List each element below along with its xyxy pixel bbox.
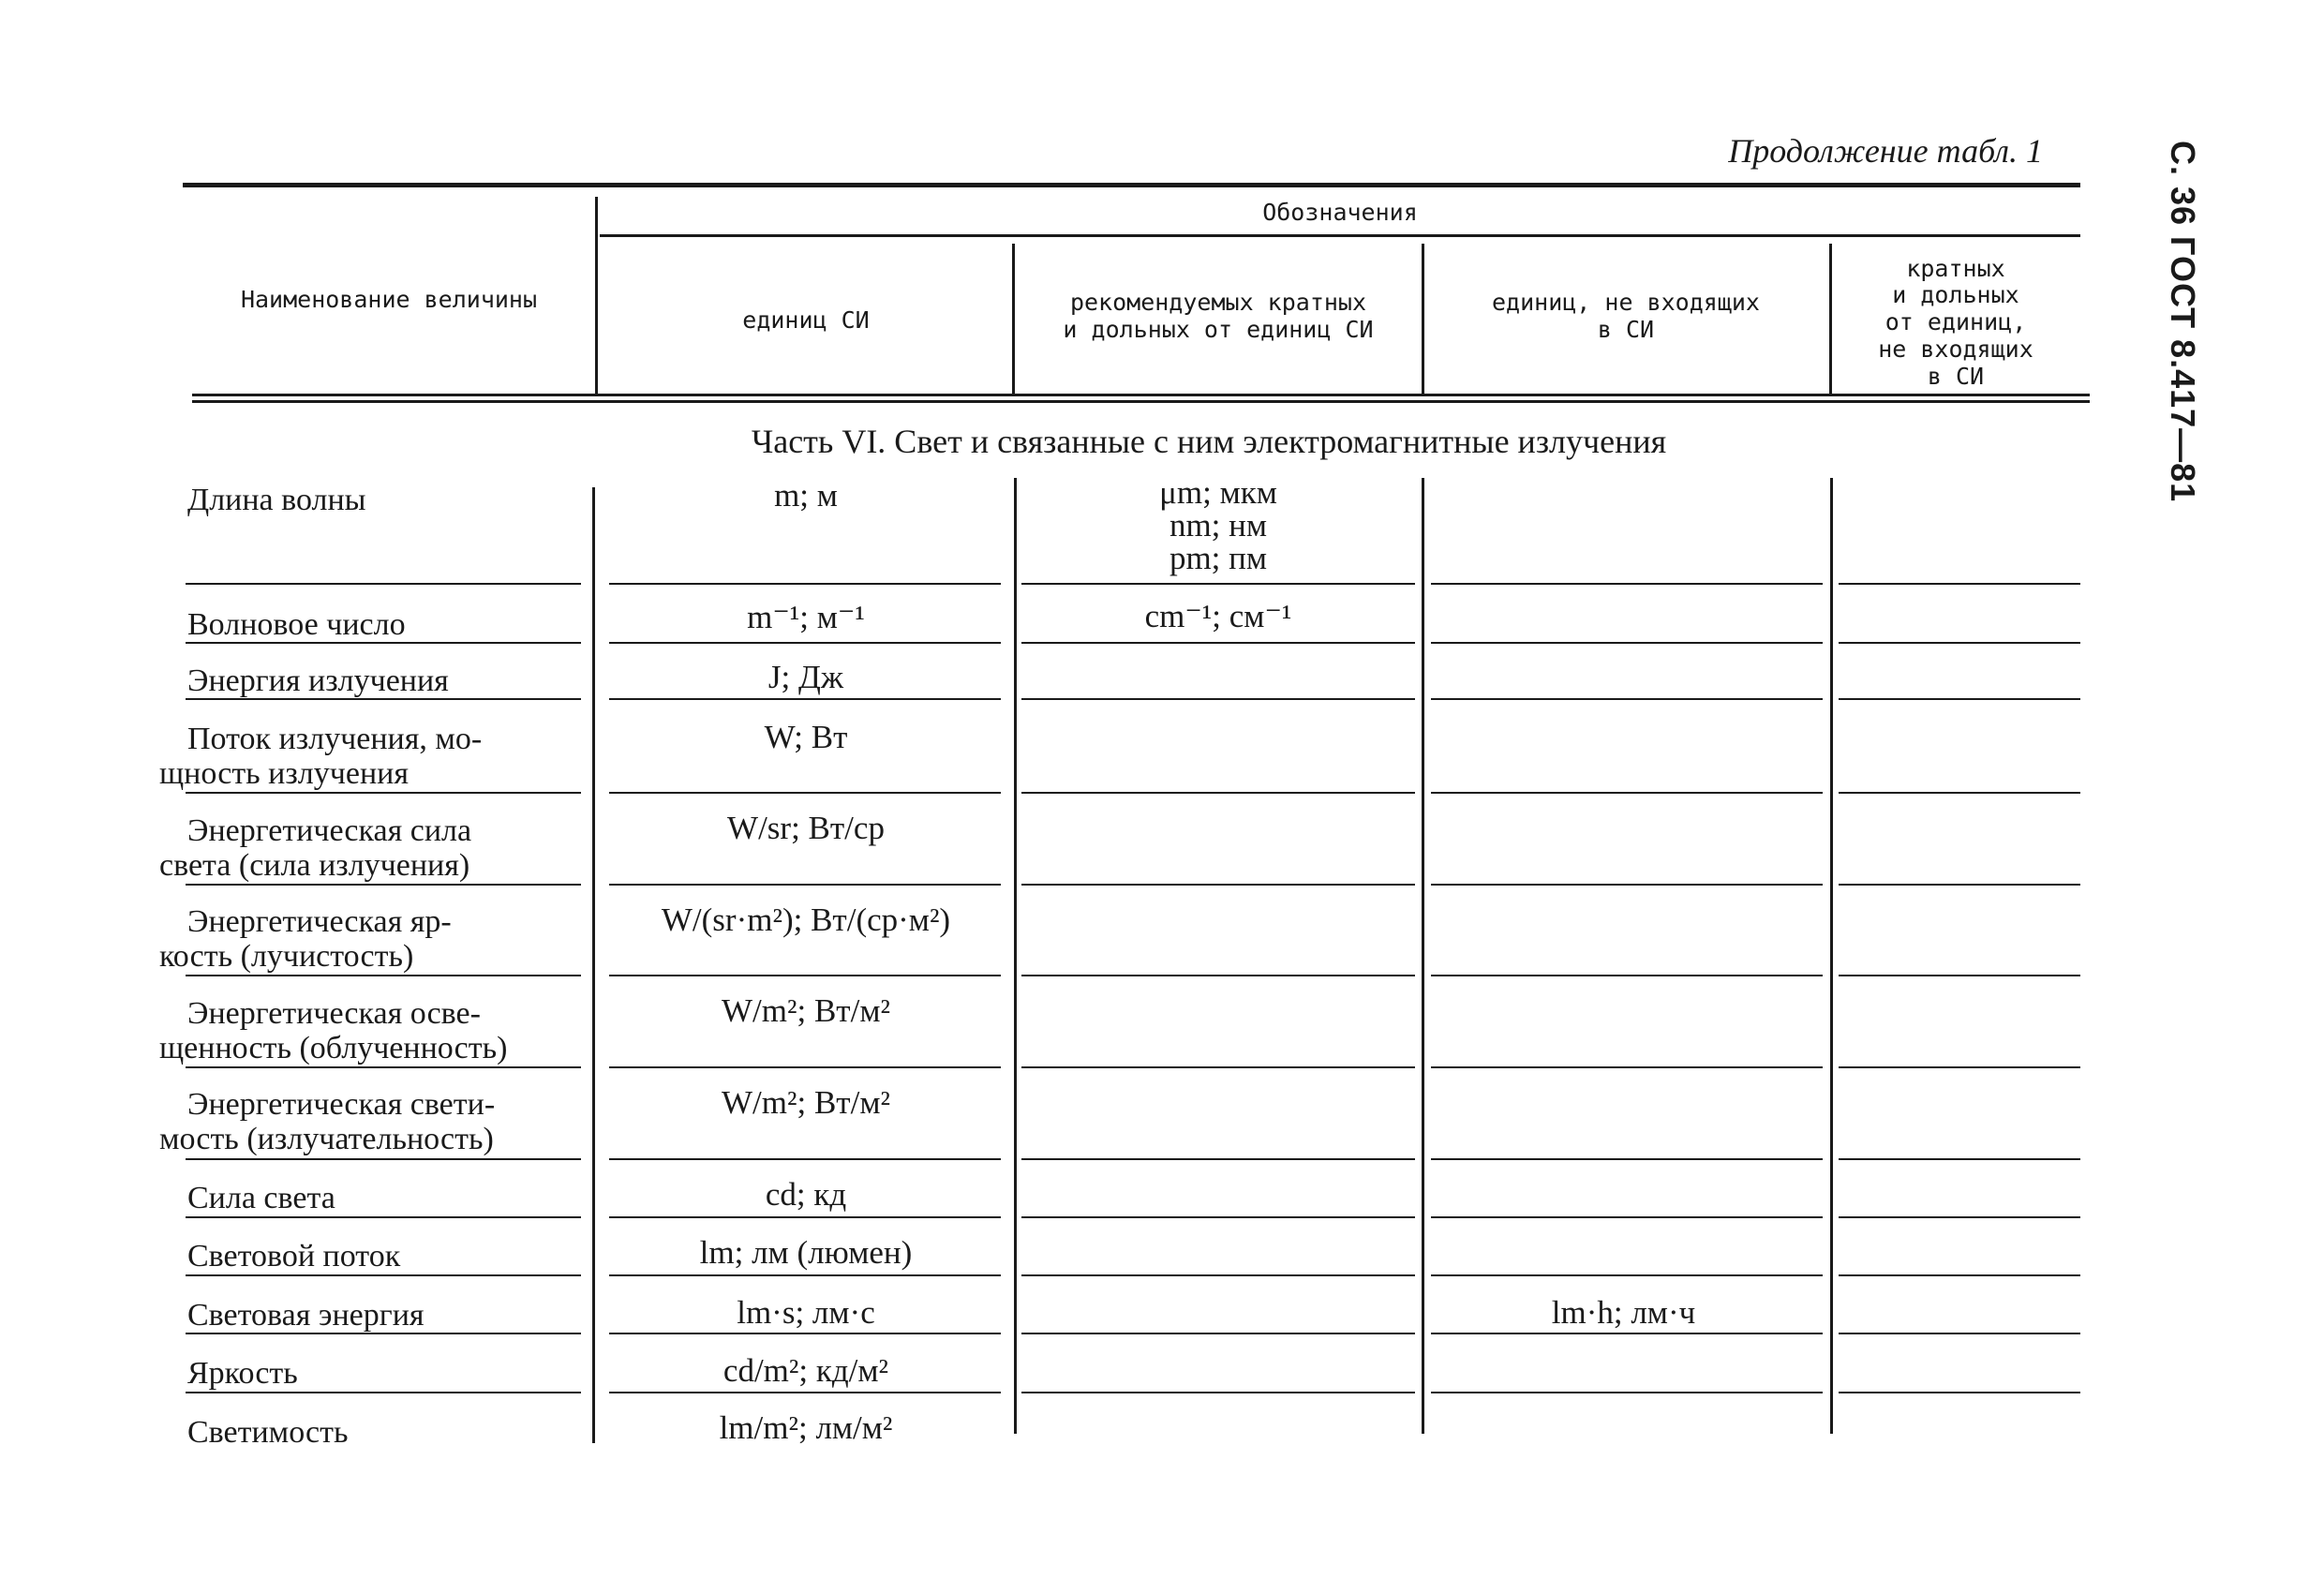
- row-name: [187, 663, 586, 698]
- header-quantity-name: Наименование величины: [240, 285, 538, 313]
- row-name-line1: Волновое число: [187, 607, 406, 642]
- row-separator-line: [609, 583, 1001, 585]
- row-separator-line: [1021, 698, 1415, 700]
- row-separator-line: [609, 1158, 1001, 1160]
- row-separator-line: [1839, 975, 2080, 976]
- row-separator-line: [1431, 583, 1823, 585]
- row-name-line1: Энергетическая осве-: [187, 996, 481, 1031]
- row-name-line1: Яркость: [187, 1356, 298, 1391]
- row-separator-line: [1839, 792, 2080, 794]
- row-separator-line: [609, 698, 1001, 700]
- row-separator-line: [1431, 1158, 1823, 1160]
- row-si-unit: cd; кд: [765, 1176, 847, 1213]
- row-separator-line: [1431, 1392, 1823, 1393]
- row-separator-line: [186, 1392, 581, 1393]
- row-name-line1: Световая энергия: [187, 1298, 425, 1333]
- row-separator-line: [1839, 1392, 2080, 1393]
- row-separator-line: [1021, 1274, 1415, 1276]
- row-name-line1: Энергия излучения: [187, 663, 449, 698]
- row-separator-line: [609, 792, 1001, 794]
- row-separator-line: [609, 642, 1001, 644]
- row-name-line1: Длина волны: [187, 483, 366, 517]
- row-separator-line: [1839, 1333, 2080, 1334]
- row-name-line1: Энергетическая сила: [187, 813, 472, 848]
- row-separator-line: [1431, 975, 1823, 976]
- row-name-line1: Энергетическая яр-: [187, 904, 452, 939]
- header-divider-4: [1829, 244, 1832, 394]
- row-si-unit: m; м: [774, 477, 838, 514]
- row-si-unit: W/m²; Вт/м²: [722, 1084, 890, 1121]
- header-bottom-rule-1: [192, 394, 2090, 396]
- header-bottom-rule-2: [192, 400, 2090, 403]
- header-si-units: единиц СИ: [742, 306, 870, 335]
- row-si-unit: cd/m²; кд/м²: [723, 1352, 889, 1389]
- row-si-unit: W/m²; Вт/м²: [722, 992, 890, 1029]
- row-name-line1: Световой поток: [187, 1239, 401, 1274]
- row-separator-line: [1431, 1333, 1823, 1334]
- row-separator-line: [1431, 1216, 1823, 1218]
- row-separator-line: [609, 884, 1001, 886]
- row-name-line1: Поток излучения, мо-: [187, 722, 483, 756]
- row-name-line2: щенность (облученность): [159, 1031, 508, 1065]
- header-recommended-multiples: рекомендуемых кратных и дольных от единиц СИ: [1063, 288, 1374, 343]
- row-si-unit: W/(sr·m²); Вт/(ср·м²): [661, 901, 951, 938]
- row-name-line2: щность излучения: [159, 756, 409, 791]
- row-name: [159, 904, 586, 974]
- header-non-si-multiples: кратных и дольных от единиц, не входящих в СИ: [1878, 254, 2034, 390]
- row-separator-line: [1431, 884, 1823, 886]
- row-separator-line: [1839, 642, 2080, 644]
- row-separator-line: [186, 975, 581, 976]
- row-si-unit: W; Вт: [764, 719, 848, 755]
- row-separator-line: [609, 1274, 1001, 1276]
- row-separator-line: [609, 1392, 1001, 1393]
- row-separator-line: [1839, 1216, 2080, 1218]
- row-name-line2: света (сила излучения): [159, 848, 470, 883]
- row-separator-line: [186, 1216, 581, 1218]
- body-divider-3: [1422, 478, 1424, 1434]
- row-separator-line: [1431, 698, 1823, 700]
- header-divider-1: [595, 197, 598, 394]
- row-name: [159, 813, 586, 883]
- row-non-si-unit: lm·h; лм·ч: [1551, 1294, 1696, 1331]
- row-separator-line: [186, 1066, 581, 1068]
- row-name-line2: кость (лучистость): [159, 939, 414, 974]
- row-separator-line: [609, 1066, 1001, 1068]
- row-separator-line: [1021, 1392, 1415, 1393]
- row-si-unit: J; Дж: [767, 659, 844, 695]
- row-separator-line: [1021, 1066, 1415, 1068]
- row-separator-line: [186, 1158, 581, 1160]
- body-divider-1: [592, 487, 595, 1443]
- row-si-unit: lm; лм (люмен): [699, 1234, 913, 1271]
- row-si-unit: lm·s; лм·с: [737, 1294, 875, 1331]
- row-separator-line: [1021, 583, 1415, 585]
- row-separator-line: [186, 1333, 581, 1334]
- row-si-unit: lm/m²; лм/м²: [719, 1409, 893, 1446]
- row-separator-line: [1021, 1333, 1415, 1334]
- row-name: [159, 1087, 586, 1156]
- row-separator-line: [1839, 884, 2080, 886]
- row-name: [159, 996, 586, 1065]
- row-separator-line: [1839, 583, 2080, 585]
- continuation-caption: Продолжение табл. 1: [1728, 132, 2043, 170]
- row-separator-line: [1839, 1158, 2080, 1160]
- row-separator-line: [1431, 1066, 1823, 1068]
- row-separator-line: [1839, 1274, 2080, 1276]
- row-separator-line: [609, 1333, 1001, 1334]
- row-separator-line: [186, 698, 581, 700]
- group-rule: [600, 234, 2080, 237]
- row-name: [187, 1181, 586, 1215]
- row-recommended-unit: μm; мкм nm; нм pm; пм: [1159, 474, 1277, 576]
- row-separator-line: [1021, 792, 1415, 794]
- header-non-si-units: единиц, не входящих в СИ: [1492, 288, 1760, 343]
- row-separator-line: [186, 792, 581, 794]
- row-name-line2: мость (излучательность): [159, 1122, 494, 1156]
- side-page-label: С. 36 ГОСТ 8.417—81: [2164, 141, 2202, 503]
- row-separator-line: [186, 583, 581, 585]
- row-name: [187, 1356, 586, 1391]
- row-name: [187, 483, 586, 517]
- row-separator-line: [1431, 1274, 1823, 1276]
- row-separator-line: [186, 884, 581, 886]
- top-rule: [183, 183, 2080, 187]
- row-separator-line: [609, 975, 1001, 976]
- body-divider-4: [1830, 478, 1833, 1434]
- row-name: [187, 1298, 586, 1333]
- row-separator-line: [1021, 884, 1415, 886]
- row-name-line1: Энергетическая свети-: [187, 1087, 496, 1122]
- row-separator-line: [1839, 1066, 2080, 1068]
- row-name: [159, 722, 586, 791]
- row-separator-line: [1431, 792, 1823, 794]
- header-designations: Обозначения: [1262, 198, 1418, 226]
- row-separator-line: [1021, 1216, 1415, 1218]
- row-si-unit: m⁻¹; м⁻¹: [747, 599, 865, 635]
- row-name: [187, 1415, 586, 1450]
- row-separator-line: [186, 642, 581, 644]
- row-separator-line: [186, 1274, 581, 1276]
- row-recommended-unit: cm⁻¹; см⁻¹: [1144, 598, 1292, 634]
- row-name: [187, 1239, 586, 1274]
- row-separator-line: [1431, 642, 1823, 644]
- row-separator-line: [1021, 975, 1415, 976]
- row-separator-line: [609, 1216, 1001, 1218]
- row-si-unit: W/sr; Вт/ср: [727, 810, 885, 846]
- row-name-line1: Светимость: [187, 1415, 349, 1450]
- header-divider-2: [1012, 244, 1015, 394]
- row-separator-line: [1021, 642, 1415, 644]
- row-name-line1: Сила света: [187, 1181, 335, 1215]
- row-separator-line: [1839, 698, 2080, 700]
- section-title: Часть VI. Свет и связанные с ним электромагнитные излучения: [751, 423, 1667, 460]
- row-separator-line: [1021, 1158, 1415, 1160]
- row-name: [187, 607, 586, 642]
